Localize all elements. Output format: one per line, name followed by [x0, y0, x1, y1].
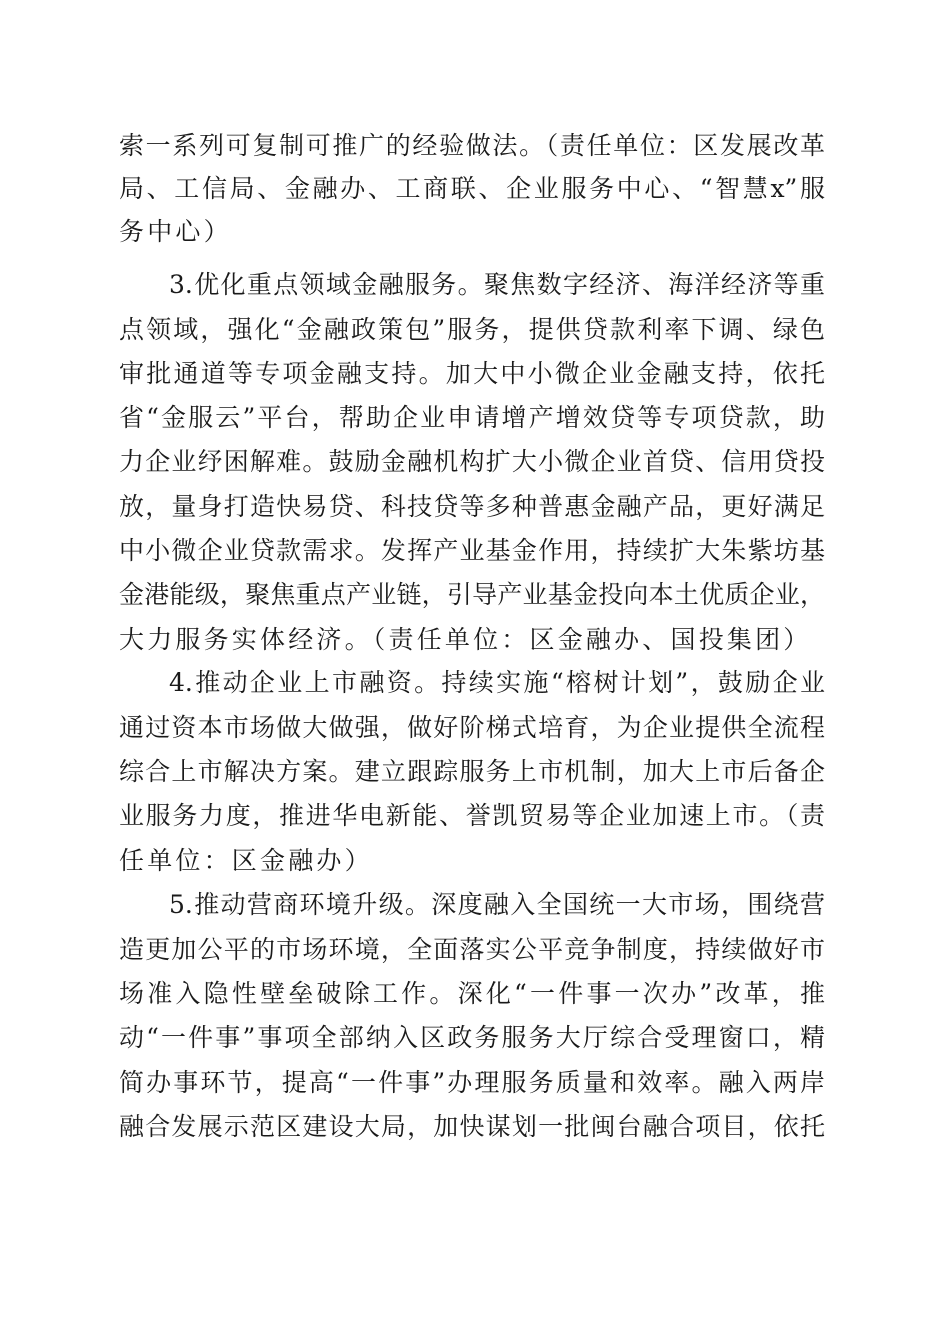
paragraph-p3-line-4: 省“金服云”平台，帮助企业申请增产增效贷等专项贷款，助: [119, 403, 825, 432]
paragraph-p3-line-8: 金港能级，聚焦重点产业链，引导产业基金投向本土优质企业，: [119, 580, 825, 609]
paragraph-p0-line-3: 务中心）: [119, 217, 232, 246]
paragraph-p5-line-6: 融合发展示范区建设大局，加快谋划一批闽台融合项目，依托: [119, 1112, 825, 1141]
paragraph-p3-line-6: 放，量身打造快易贷、科技贷等多种普惠金融产品，更好满足: [119, 492, 825, 521]
paragraph-p4-line-4: 业服务力度，推进华电新能、誉凯贸易等企业加速上市。（责: [119, 801, 825, 830]
paragraph-p0-line-1: 索一系列可复制可推广的经验做法。（责任单位：区发展改革: [119, 131, 825, 160]
paragraph-p4-line-3: 综合上市解决方案。建立跟踪服务上市机制，加大上市后备企: [119, 757, 825, 786]
paragraph-p3-line-2: 点领域，强化“金融政策包”服务，提供贷款利率下调、绿色: [119, 315, 825, 344]
paragraph-p4-line-1: 4.推动企业上市融资。持续实施“榕树计划”，鼓励企业: [169, 668, 825, 697]
paragraph-p4-line-5: 任单位：区金融办）: [119, 846, 373, 875]
paragraph-p3-line-3: 审批通道等专项金融支持。加大中小微企业金融支持，依托: [119, 359, 825, 388]
paragraph-p4-line-2: 通过资本市场做大做强，做好阶梯式培育，为企业提供全流程: [119, 713, 825, 742]
paragraph-p5-line-1: 5.推动营商环境升级。深度融入全国统一大市场，围绕营: [169, 890, 825, 919]
paragraph-p3-line-9: 大力服务实体经济。（责任单位：区金融办、国投集团）: [119, 625, 812, 654]
paragraph-p5-line-3: 场准入隐性壁垒破除工作。深化“一件事一次办”改革，推: [119, 979, 825, 1008]
paragraph-p0-line-2: 局、工信局、金融办、工商联、企业服务中心、“智慧x”服: [119, 174, 825, 203]
paragraph-p5-line-5: 简办事环节，提高“一件事”办理服务质量和效率。融入两岸: [119, 1068, 825, 1097]
paragraph-p5-line-4: 动“一件事”事项全部纳入区政务服务大厅综合受理窗口，精: [119, 1023, 825, 1052]
paragraph-p3-line-1: 3.优化重点领域金融服务。聚焦数字经济、海洋经济等重: [169, 270, 825, 299]
paragraph-p5-line-2: 造更加公平的市场环境，全面落实公平竞争制度，持续做好市: [119, 935, 825, 964]
paragraph-p3-line-7: 中小微企业贷款需求。发挥产业基金作用，持续扩大朱紫坊基: [119, 536, 825, 565]
paragraph-p3-line-5: 力企业纾困解难。鼓励金融机构扩大小微企业首贷、信用贷投: [119, 447, 825, 476]
